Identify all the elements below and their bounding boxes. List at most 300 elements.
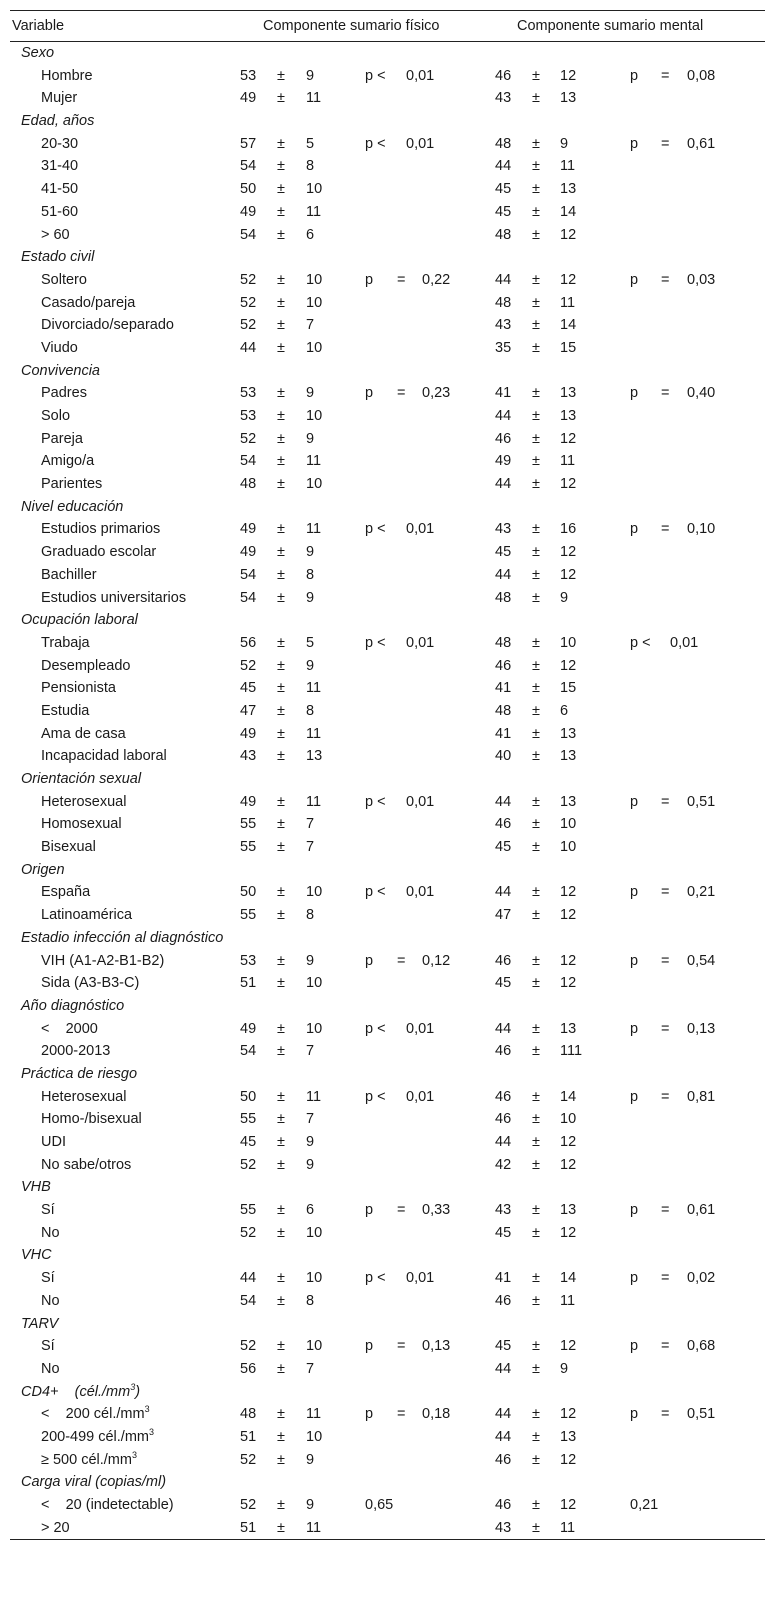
mental-sd: 13 bbox=[560, 748, 577, 765]
row-label: Viudo bbox=[41, 339, 78, 356]
mental-sd: 10 bbox=[560, 839, 577, 856]
fisico-p-op: p bbox=[365, 385, 374, 402]
table-row bbox=[10, 405, 765, 428]
mental-mean: 47 bbox=[495, 907, 512, 924]
group-title bbox=[21, 496, 123, 519]
mental-mean: 41 bbox=[495, 1270, 512, 1287]
mental-pm: ± bbox=[532, 1224, 540, 1241]
mental-p-op: p bbox=[630, 135, 639, 152]
group-title-text: Sexo bbox=[21, 45, 55, 61]
fisico-p-op: p < bbox=[365, 634, 386, 651]
row-label: Ama de casa bbox=[41, 725, 126, 742]
table-row bbox=[10, 1494, 765, 1517]
fisico-mean: 55 bbox=[240, 907, 257, 924]
mental-p-value: 0,51 bbox=[687, 793, 716, 810]
mental-p-eq: = bbox=[661, 1338, 670, 1355]
row-label: Graduado escolar bbox=[41, 544, 157, 561]
mental-mean: 44 bbox=[495, 793, 512, 810]
row-label: Casado/pareja bbox=[41, 294, 136, 311]
fisico-sd: 11 bbox=[306, 453, 322, 470]
mental-pm: ± bbox=[532, 521, 540, 538]
mental-pm: ± bbox=[532, 544, 540, 561]
fisico-p-value: 0,01 bbox=[406, 1088, 435, 1105]
table-row bbox=[10, 587, 765, 610]
mental-p-eq: = bbox=[661, 135, 670, 152]
mental-p-value: 0,08 bbox=[687, 67, 716, 84]
mental-sd: 12 bbox=[560, 271, 577, 288]
row-label: < 2000 bbox=[41, 1020, 98, 1037]
table-row bbox=[10, 950, 765, 973]
mental-p-op: p bbox=[630, 1020, 639, 1037]
fisico-mean: 53 bbox=[240, 952, 257, 969]
fisico-pm: ± bbox=[277, 453, 285, 470]
fisico-pm: ± bbox=[277, 1111, 285, 1128]
fisico-p-eq: = bbox=[397, 385, 406, 402]
table-row bbox=[10, 1154, 765, 1177]
group-title-sup: 3 bbox=[130, 1381, 136, 1392]
row-label: Heterosexual bbox=[41, 793, 127, 810]
table-row bbox=[10, 155, 765, 178]
fisico-pm: ± bbox=[277, 1224, 285, 1241]
mental-sd: 12 bbox=[560, 884, 577, 901]
fisico-sd: 11 bbox=[306, 1088, 322, 1105]
mental-pm: ± bbox=[532, 725, 540, 742]
mental-pm: ± bbox=[532, 793, 540, 810]
fisico-mean: 49 bbox=[240, 1020, 257, 1037]
group-title bbox=[21, 1381, 140, 1404]
mental-pm: ± bbox=[532, 476, 540, 493]
fisico-sd: 10 bbox=[306, 884, 323, 901]
mental-sd: 14 bbox=[560, 1270, 577, 1287]
group-title bbox=[21, 1063, 137, 1086]
mental-mean: 44 bbox=[495, 271, 512, 288]
mental-mean: 43 bbox=[495, 317, 512, 334]
fisico-pm: ± bbox=[277, 1088, 285, 1105]
row-label: 41-50 bbox=[41, 181, 79, 198]
fisico-mean: 45 bbox=[240, 680, 257, 697]
fisico-pm: ± bbox=[277, 1338, 285, 1355]
row-label: No bbox=[41, 1292, 60, 1309]
mental-p-value: 0,51 bbox=[687, 1406, 716, 1423]
mental-mean: 44 bbox=[495, 884, 512, 901]
mental-p-op: p bbox=[630, 1338, 639, 1355]
fisico-p-value: 0,01 bbox=[406, 135, 435, 152]
fisico-mean: 57 bbox=[240, 135, 257, 152]
fisico-mean: 50 bbox=[240, 884, 257, 901]
fisico-mean: 43 bbox=[240, 748, 257, 765]
fisico-pm: ± bbox=[277, 181, 285, 198]
mental-pm: ± bbox=[532, 158, 540, 175]
group-row bbox=[10, 609, 765, 632]
mental-mean: 46 bbox=[495, 1088, 512, 1105]
fisico-sd: 5 bbox=[306, 634, 315, 651]
mental-pm: ± bbox=[532, 385, 540, 402]
mental-mean: 46 bbox=[495, 952, 512, 969]
fisico-sd: 11 bbox=[306, 90, 322, 107]
group-title bbox=[21, 42, 54, 65]
fisico-p-value: 0,01 bbox=[406, 67, 435, 84]
fisico-pm: ± bbox=[277, 680, 285, 697]
mental-mean: 44 bbox=[495, 1428, 512, 1445]
group-title-text: Origen bbox=[21, 861, 65, 878]
mental-mean: 44 bbox=[495, 1020, 512, 1037]
fisico-mean: 52 bbox=[240, 1338, 257, 1355]
group-title-text: Año diagnóstico bbox=[21, 997, 125, 1014]
mental-pm: ± bbox=[532, 634, 540, 651]
table-row bbox=[10, 677, 765, 700]
group-title-text: TARV bbox=[21, 1315, 59, 1332]
fisico-mean: 48 bbox=[240, 476, 257, 493]
fisico-pm: ± bbox=[277, 1497, 285, 1513]
mental-sd: 13 bbox=[560, 385, 577, 402]
mental-sd: 13 bbox=[560, 408, 577, 424]
table-row bbox=[10, 269, 765, 292]
mental-p-op: p bbox=[630, 884, 639, 901]
row-label: < 20 (indetectable) bbox=[41, 1497, 174, 1513]
mental-sd: 12 bbox=[560, 975, 577, 992]
table-bottom-rule bbox=[10, 1539, 765, 1540]
table-row bbox=[10, 1358, 765, 1381]
fisico-sd: 8 bbox=[306, 907, 315, 924]
group-title-close: ) bbox=[135, 1383, 141, 1400]
fisico-sd: 10 bbox=[306, 476, 323, 493]
mental-mean: 44 bbox=[495, 476, 512, 493]
fisico-pm: ± bbox=[277, 430, 285, 447]
fisico-sd: 11 bbox=[306, 725, 322, 742]
mental-mean: 45 bbox=[495, 181, 512, 198]
mental-mean: 48 bbox=[495, 226, 512, 243]
fisico-p-value: 0,23 bbox=[422, 385, 451, 402]
row-label: Amigo/a bbox=[41, 453, 95, 470]
mental-p-eq: = bbox=[661, 1406, 670, 1423]
group-row bbox=[10, 927, 765, 950]
fisico-pm: ± bbox=[277, 952, 285, 969]
table-row bbox=[10, 133, 765, 156]
mental-p-eq: = bbox=[661, 884, 670, 901]
mental-sd: 12 bbox=[560, 1406, 577, 1423]
fisico-pm: ± bbox=[277, 816, 285, 833]
group-row bbox=[10, 110, 765, 133]
mental-sd: 13 bbox=[560, 181, 577, 198]
mental-sd: 13 bbox=[560, 1020, 577, 1037]
mental-mean: 48 bbox=[495, 294, 512, 311]
mental-mean: 46 bbox=[495, 816, 512, 833]
mental-pm: ± bbox=[532, 1360, 540, 1377]
mental-sd: 12 bbox=[560, 1451, 577, 1468]
row-label: Desempleado bbox=[41, 657, 131, 674]
mental-mean: 45 bbox=[495, 203, 512, 220]
mental-p-op: p < bbox=[630, 634, 651, 651]
row-label: Sida (A3-B3-C) bbox=[41, 975, 140, 992]
row-label: 2000-2013 bbox=[41, 1043, 111, 1060]
fisico-mean: 52 bbox=[240, 657, 257, 674]
mental-mean: 43 bbox=[495, 1202, 512, 1219]
fisico-pm: ± bbox=[277, 884, 285, 901]
table-row bbox=[10, 745, 765, 768]
mental-pm: ± bbox=[532, 135, 540, 152]
fisico-mean: 54 bbox=[240, 1043, 257, 1060]
fisico-mean: 44 bbox=[240, 339, 257, 356]
fisico-mean: 44 bbox=[240, 1270, 257, 1287]
mental-mean: 41 bbox=[495, 385, 512, 402]
table-row bbox=[10, 201, 765, 224]
table-header bbox=[10, 10, 765, 42]
row-label: No sabe/otros bbox=[41, 1156, 132, 1173]
mental-pm: ± bbox=[532, 430, 540, 447]
group-title-text: Orientación sexual bbox=[21, 771, 142, 787]
group-title-text: Nivel educación bbox=[21, 498, 124, 515]
row-label-sup: 3 bbox=[144, 1404, 150, 1415]
table-row bbox=[10, 473, 765, 496]
group-title bbox=[21, 927, 223, 950]
group-row bbox=[10, 1471, 765, 1494]
fisico-pm: ± bbox=[277, 1202, 285, 1219]
mental-pm: ± bbox=[532, 702, 540, 719]
fisico-pm: ± bbox=[277, 339, 285, 356]
group-title-text: Ocupación laboral bbox=[21, 612, 138, 629]
row-label: Pensionista bbox=[41, 680, 116, 697]
mental-sd: 14 bbox=[560, 203, 577, 220]
row-label: VIH (A1-A2-B1-B2) bbox=[41, 952, 165, 969]
group-title-text: Estadio infección al diagnóstico bbox=[21, 929, 224, 946]
fisico-p-eq: = bbox=[397, 1406, 406, 1423]
fisico-p-op: p < bbox=[365, 793, 386, 810]
fisico-p-eq: = bbox=[397, 1338, 406, 1355]
mental-pm: ± bbox=[532, 1428, 540, 1445]
mental-mean: 44 bbox=[495, 408, 512, 424]
fisico-mean: 51 bbox=[240, 1519, 257, 1536]
row-label: Solo bbox=[41, 408, 71, 424]
mental-p-eq: = bbox=[661, 1020, 670, 1037]
table-row bbox=[10, 1018, 765, 1041]
fisico-pm: ± bbox=[277, 203, 285, 220]
mental-sd: 13 bbox=[560, 793, 577, 810]
fisico-p-value: 0,01 bbox=[406, 521, 435, 538]
mental-p-value: 0,81 bbox=[687, 1088, 716, 1105]
fisico-mean: 51 bbox=[240, 975, 257, 992]
mental-p-value: 0,01 bbox=[670, 634, 699, 651]
mental-sd: 10 bbox=[560, 1111, 577, 1128]
row-label: Sí bbox=[41, 1202, 55, 1219]
mental-pm: ± bbox=[532, 271, 540, 288]
mental-pm: ± bbox=[532, 1134, 540, 1150]
group-title-text: VHB bbox=[21, 1179, 51, 1196]
group-row bbox=[10, 42, 765, 65]
mental-mean: 43 bbox=[495, 1519, 512, 1536]
group-title-text: Convivencia bbox=[21, 362, 100, 379]
mental-mean: 44 bbox=[495, 1134, 512, 1150]
mental-sd: 12 bbox=[560, 657, 577, 674]
mental-sd: 12 bbox=[560, 544, 577, 561]
mental-pm: ± bbox=[532, 680, 540, 697]
mental-p-value: 0,10 bbox=[687, 521, 716, 538]
row-label: Padres bbox=[41, 385, 87, 402]
fisico-sd: 8 bbox=[306, 566, 315, 583]
mental-sd: 9 bbox=[560, 1360, 569, 1377]
group-row bbox=[10, 1313, 765, 1336]
group-title bbox=[21, 1471, 166, 1494]
group-row bbox=[10, 768, 765, 791]
mental-p-value: 0,13 bbox=[687, 1020, 716, 1037]
table-row bbox=[10, 178, 765, 201]
fisico-sd: 6 bbox=[306, 226, 315, 243]
fisico-pm: ± bbox=[277, 907, 285, 924]
fisico-pm: ± bbox=[277, 725, 285, 742]
mental-sd: 15 bbox=[560, 339, 577, 356]
mental-sd: 11 bbox=[560, 294, 576, 311]
mental-pm: ± bbox=[532, 1020, 540, 1037]
fisico-pm: ± bbox=[277, 1292, 285, 1309]
fisico-pm: ± bbox=[277, 1020, 285, 1037]
group-title bbox=[21, 609, 138, 632]
mental-p-value: 0,21 bbox=[630, 1497, 659, 1513]
group-row bbox=[10, 1063, 765, 1086]
fisico-mean: 45 bbox=[240, 1134, 257, 1150]
row-label: Homosexual bbox=[41, 816, 122, 833]
fisico-p-op: p < bbox=[365, 67, 386, 84]
fisico-sd: 9 bbox=[306, 1134, 315, 1150]
fisico-pm: ± bbox=[277, 975, 285, 992]
row-label: 20-30 bbox=[41, 135, 79, 152]
fisico-mean: 49 bbox=[240, 544, 257, 561]
fisico-sd: 9 bbox=[306, 67, 315, 84]
table-row bbox=[10, 518, 765, 541]
fisico-pm: ± bbox=[277, 1451, 285, 1468]
table-row bbox=[10, 1403, 765, 1426]
mental-p-op: p bbox=[630, 385, 639, 402]
mental-pm: ± bbox=[532, 408, 540, 424]
fisico-p-value: 0,12 bbox=[422, 952, 451, 969]
fisico-p-op: p < bbox=[365, 1088, 386, 1105]
row-label bbox=[41, 1449, 137, 1472]
mental-mean: 40 bbox=[495, 748, 512, 765]
row-label: Soltero bbox=[41, 271, 87, 288]
fisico-sd: 9 bbox=[306, 430, 315, 447]
mental-sd: 12 bbox=[560, 1224, 577, 1241]
fisico-mean: 50 bbox=[240, 1088, 257, 1105]
fisico-mean: 47 bbox=[240, 702, 257, 719]
row-label: Latinoamérica bbox=[41, 907, 133, 924]
fisico-sd: 11 bbox=[306, 793, 322, 810]
mental-pm: ± bbox=[532, 1497, 540, 1513]
fisico-pm: ± bbox=[277, 408, 285, 424]
fisico-p-op: p < bbox=[365, 1020, 386, 1037]
fisico-sd: 5 bbox=[306, 135, 315, 152]
mental-pm: ± bbox=[532, 884, 540, 901]
fisico-sd: 10 bbox=[306, 1020, 323, 1037]
fisico-pm: ± bbox=[277, 135, 285, 152]
mental-sd: 12 bbox=[560, 1156, 577, 1173]
header-fisico: Componente sumario físico bbox=[263, 18, 440, 34]
group-row bbox=[10, 246, 765, 269]
mental-sd: 12 bbox=[560, 1134, 577, 1150]
fisico-sd: 10 bbox=[306, 339, 323, 356]
fisico-p-op: p bbox=[365, 952, 374, 969]
row-label: Divorciado/separado bbox=[41, 317, 174, 334]
fisico-sd: 8 bbox=[306, 1292, 315, 1309]
mental-mean: 46 bbox=[495, 1043, 512, 1060]
mental-p-value: 0,40 bbox=[687, 385, 716, 402]
mental-mean: 41 bbox=[495, 680, 512, 697]
fisico-mean: 54 bbox=[240, 589, 257, 606]
mental-pm: ± bbox=[532, 1270, 540, 1287]
fisico-sd: 7 bbox=[306, 1043, 315, 1060]
group-title bbox=[21, 1313, 58, 1336]
fisico-mean: 49 bbox=[240, 793, 257, 810]
group-title bbox=[21, 1244, 52, 1267]
mental-sd: 13 bbox=[560, 1428, 577, 1445]
row-label: Incapacidad laboral bbox=[41, 748, 167, 765]
fisico-sd: 10 bbox=[306, 975, 323, 992]
mental-pm: ± bbox=[532, 90, 540, 107]
fisico-sd: 7 bbox=[306, 839, 315, 856]
mental-p-value: 0,21 bbox=[687, 884, 716, 901]
mental-pm: ± bbox=[532, 566, 540, 583]
mental-p-eq: = bbox=[661, 1202, 670, 1219]
group-title bbox=[21, 360, 100, 383]
mental-p-op: p bbox=[630, 1088, 639, 1105]
group-row bbox=[10, 496, 765, 519]
mental-pm: ± bbox=[532, 67, 540, 84]
fisico-pm: ± bbox=[277, 657, 285, 674]
fisico-p-value: 0,65 bbox=[365, 1497, 394, 1513]
fisico-mean: 54 bbox=[240, 453, 257, 470]
fisico-mean: 49 bbox=[240, 90, 257, 107]
table-row bbox=[10, 1108, 765, 1131]
mental-mean: 45 bbox=[495, 975, 512, 992]
mental-pm: ± bbox=[532, 1519, 540, 1536]
mental-p-value: 0,68 bbox=[687, 1338, 716, 1355]
group-title bbox=[21, 859, 65, 882]
data-table bbox=[10, 10, 765, 1540]
row-label: Parientes bbox=[41, 476, 103, 493]
header-mental: Componente sumario mental bbox=[517, 18, 704, 34]
fisico-sd: 9 bbox=[306, 1451, 315, 1468]
group-row bbox=[10, 859, 765, 882]
fisico-p-op: p < bbox=[365, 135, 386, 152]
table-row bbox=[10, 314, 765, 337]
mental-mean: 45 bbox=[495, 839, 512, 856]
fisico-sd: 9 bbox=[306, 657, 315, 674]
mental-mean: 48 bbox=[495, 634, 512, 651]
mental-pm: ± bbox=[532, 203, 540, 220]
mental-p-eq: = bbox=[661, 1270, 670, 1287]
table-body bbox=[10, 42, 765, 1539]
fisico-mean: 54 bbox=[240, 1292, 257, 1309]
fisico-pm: ± bbox=[277, 317, 285, 334]
mental-p-value: 0,02 bbox=[687, 1270, 716, 1287]
fisico-p-op: p bbox=[365, 1338, 374, 1355]
mental-sd: 12 bbox=[560, 566, 577, 583]
table-row bbox=[10, 1290, 765, 1313]
fisico-mean: 54 bbox=[240, 158, 257, 175]
fisico-pm: ± bbox=[277, 294, 285, 311]
mental-pm: ± bbox=[532, 226, 540, 243]
fisico-mean: 56 bbox=[240, 634, 257, 651]
table-row bbox=[10, 791, 765, 814]
mental-mean: 42 bbox=[495, 1156, 512, 1173]
table-row bbox=[10, 1426, 765, 1449]
fisico-pm: ± bbox=[277, 702, 285, 719]
mental-pm: ± bbox=[532, 1043, 540, 1060]
fisico-pm: ± bbox=[277, 521, 285, 538]
fisico-mean: 52 bbox=[240, 1497, 257, 1513]
mental-p-op: p bbox=[630, 271, 639, 288]
row-label: Trabaja bbox=[41, 634, 90, 651]
group-title-text: Estado civil bbox=[21, 249, 95, 266]
fisico-pm: ± bbox=[277, 748, 285, 765]
row-label: No bbox=[41, 1360, 60, 1377]
